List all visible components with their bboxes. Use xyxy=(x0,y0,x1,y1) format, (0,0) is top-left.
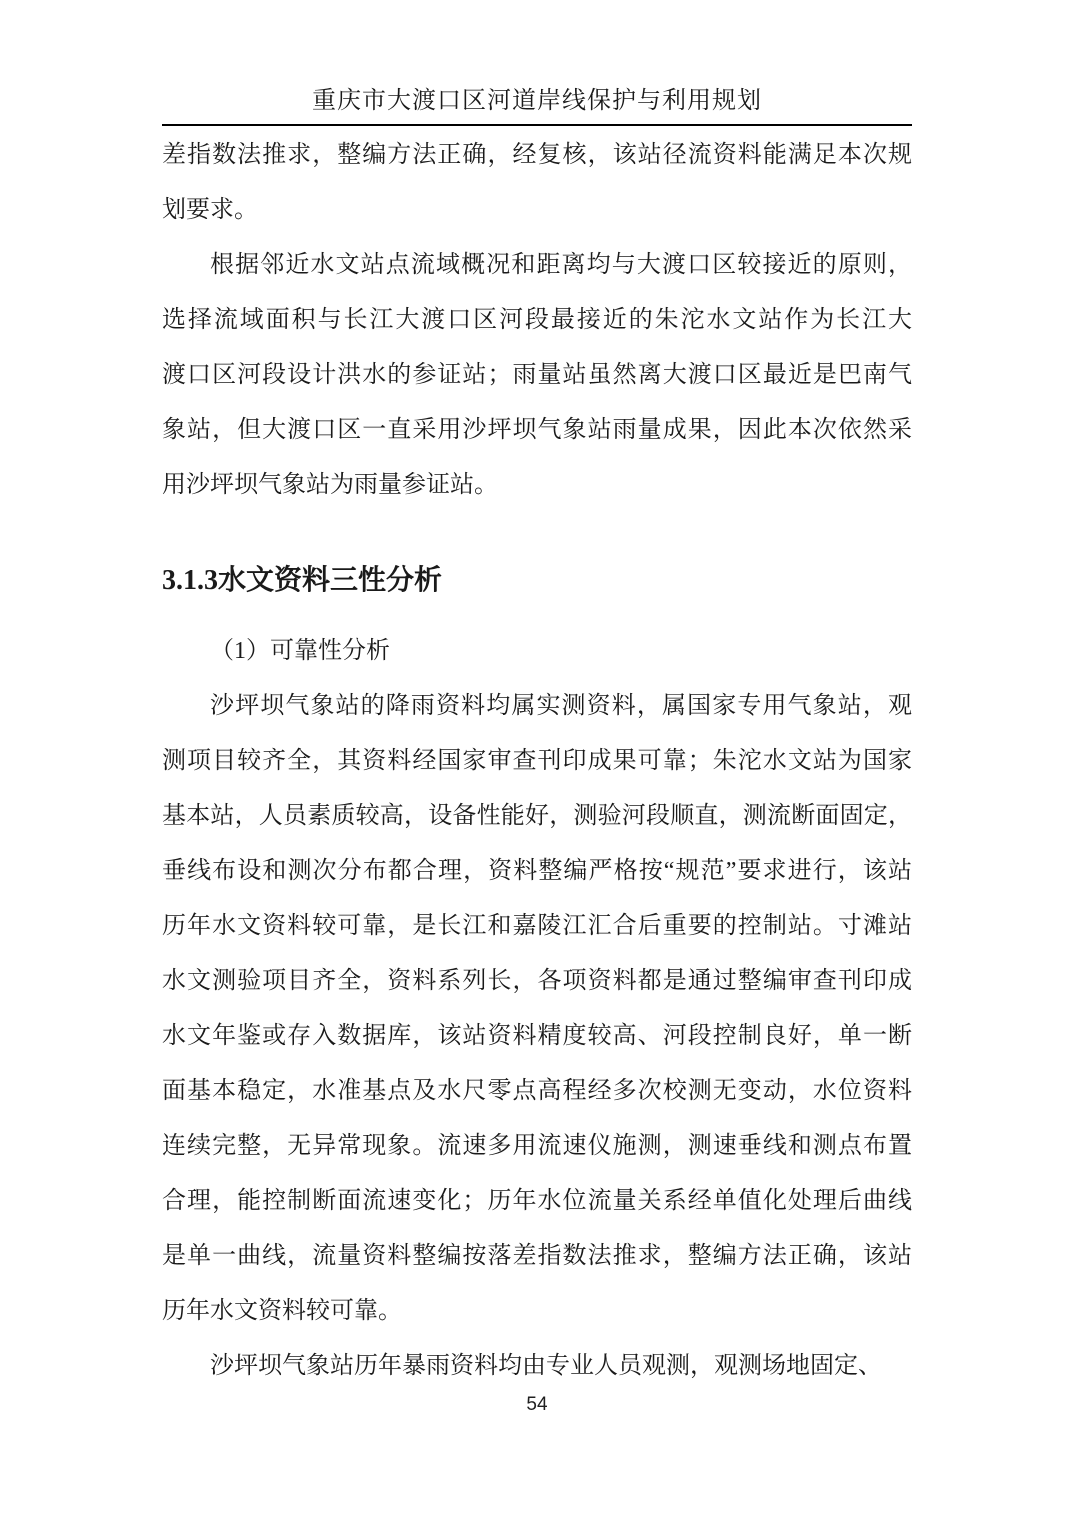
text-line: 基本站，人员素质较高，设备性能好，测验河段顺直，测流断面固定， xyxy=(162,803,912,829)
paragraph xyxy=(162,128,912,238)
page-header xyxy=(162,0,912,126)
paragraph xyxy=(162,1339,912,1394)
text-line: （1）可靠性分析 xyxy=(210,638,390,664)
text-line: 合理，能控制断面流速变化；历年水位流量关系经单值化处理后曲线 xyxy=(162,1188,912,1214)
page-number: 54 xyxy=(526,1394,548,1415)
text-line: 根据邻近水文站点流域概况和距离均与大渡口区较接近的原则， xyxy=(210,252,912,278)
text-line: 用沙坪坝气象站为雨量参证站。 xyxy=(162,472,498,498)
paragraph xyxy=(162,679,912,1339)
text-line: 垂线布设和测次分布都合理，资料整编严格按“规范”要求进行，该站 xyxy=(162,858,912,884)
text-line: 沙坪坝气象站历年暴雨资料均由专业人员观测，观测场地固定、 xyxy=(210,1353,882,1379)
text-line: 连续完整，无异常现象。流速多用流速仪施测，测速垂线和测点布置 xyxy=(162,1133,912,1159)
text-line: 3.1.3水文资料三性分析 xyxy=(162,565,443,596)
text-line: 历年水文资料较可靠，是长江和嘉陵江汇合后重要的控制站。寸滩站 xyxy=(162,913,912,939)
text-line: 沙坪坝气象站的降雨资料均属实测资料，属国家专用气象站，观 xyxy=(210,693,912,719)
text-line: 水文年鉴或存入数据库，该站资料精度较高、河段控制良好，单一断 xyxy=(162,1023,912,1049)
text-line: 水文测验项目齐全，资料系列长，各项资料都是通过整编审查刊印成 xyxy=(162,968,912,994)
subsection-heading xyxy=(162,624,912,679)
text-line: 划要求。 xyxy=(162,197,258,223)
document-body xyxy=(162,126,912,1394)
text-line: 选择流域面积与长江大渡口区河段最接近的朱沱水文站作为长江大 xyxy=(162,307,912,333)
text-line: 历年水文资料较可靠。 xyxy=(162,1298,402,1324)
text-line: 象站，但大渡口区一直采用沙坪坝气象站雨量成果，因此本次依然采 xyxy=(162,417,912,443)
text-line: 差指数法推求，整编方法正确，经复核，该站径流资料能满足本次规 xyxy=(162,142,912,168)
section-heading xyxy=(162,553,912,609)
paragraph xyxy=(162,238,912,513)
page-footer xyxy=(0,1392,1074,1418)
text-line: 渡口区河段设计洪水的参证站；雨量站虽然离大渡口区最近是巴南气 xyxy=(162,362,912,388)
text-line: 是单一曲线，流量资料整编按落差指数法推求，整编方法正确，该站 xyxy=(162,1243,912,1269)
text-line: 面基本稳定，水准基点及水尺零点高程经多次校测无变动，水位资料 xyxy=(162,1078,912,1104)
text-line: 测项目较齐全，其资料经国家审查刊印成果可靠；朱沱水文站为国家 xyxy=(162,748,912,774)
header-title: 重庆市大渡口区河道岸线保护与利用规划 xyxy=(312,88,762,114)
